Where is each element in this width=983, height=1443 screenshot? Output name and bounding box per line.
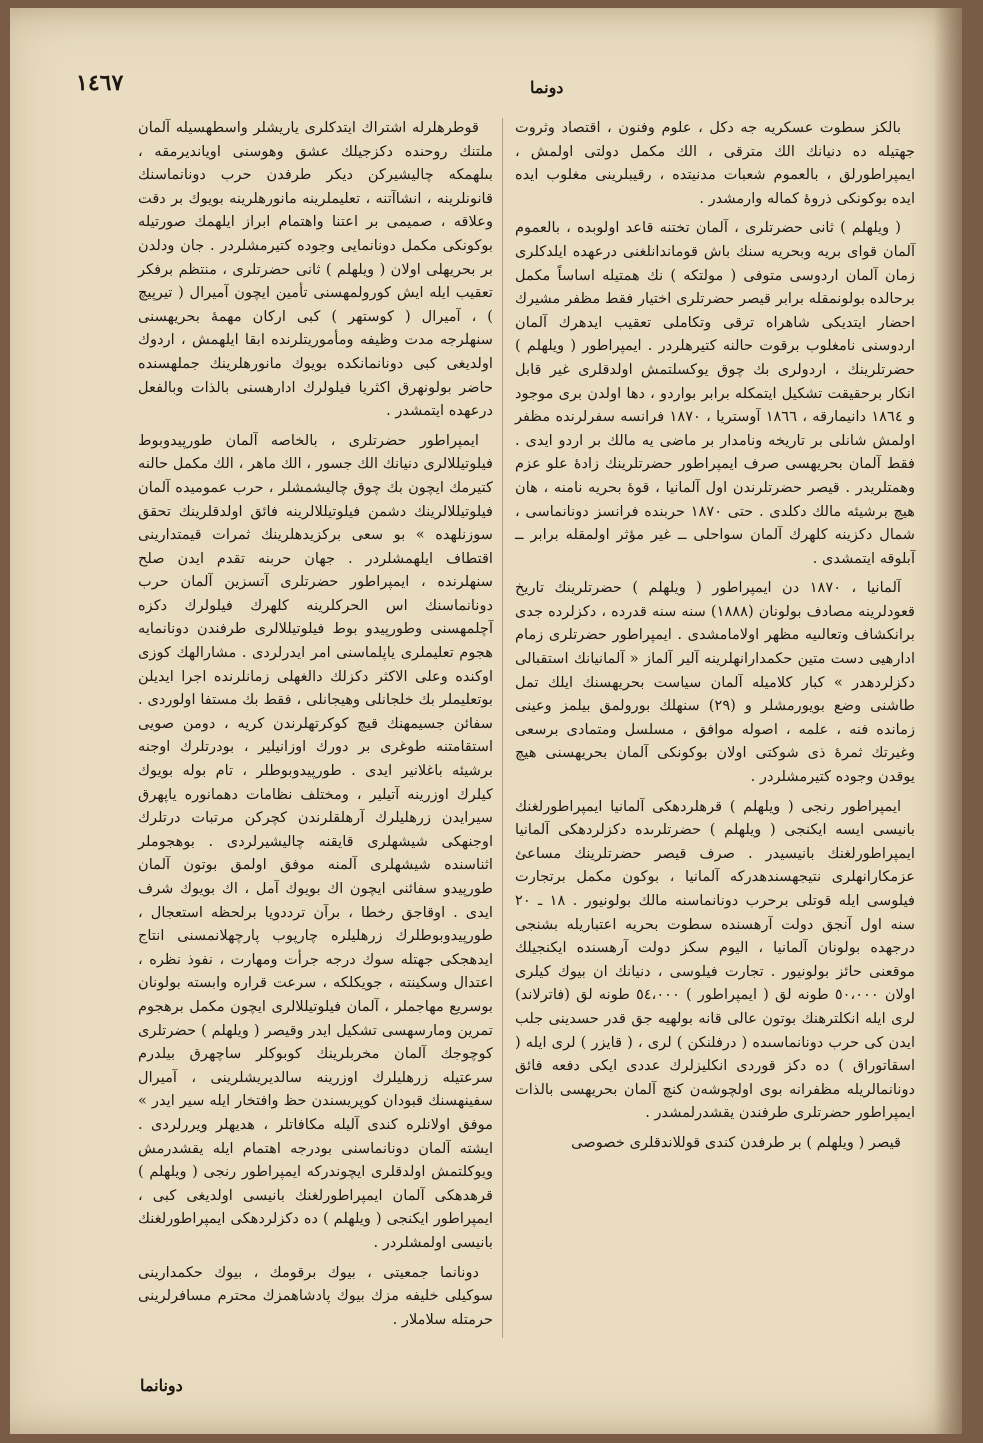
paragraph: بالكز سطوت عسكريه جه دكل ، علوم وفنون ، اقتصاد وثروت جهتيله ده دنيانك الك مترقى ، الك مكمل دولتى اولمش ، ايمپراطورلق ، بالعموم شعبات مدنيتده ، رقيبلرينى مغلوب ايده ايده بوكونكى ذروهٔ كماله وارمشدر . (515, 119, 915, 207)
page-spine-shadow (934, 8, 962, 1434)
signature: دونانما (140, 1376, 183, 1395)
paragraph: ( ويلهلم ) ثانى حضرتلرى ، آلمان تختنه قاعد اولوبده ، بالعموم آلمان قواى بريه وبحريه سنك باش قوماندانلغنى درعهده ايلدكلرى زمان آلمان اردوسى متوفى ( مولتكه ) نك همتيله اساساً مكمل برحالده بولونمقله برابر قيصر حضرتلرى اختيار فقط مظفر مشيرك احضار ايتديكى شاهراه ترقى وتكاملى تعقيب ايدهرك آلمان اردوسنى نامغلوب برقوت حالنه كتيرهلردر . ايمپراطور ( ويلهلم ) حضرتلرينك ، اردولرى بك چوق يوكسلتمش اولدقلرى غير قابل انكار برحقيقت تشكيل ايتمكله برابر بواردو ، دها اولدن برى موجود و ١٨٦٤ دانيمارقه ، ١٨٦٦ آوستريا ، ١٨٧٠ فرانسه سفرلرنده مظفر اولمش شانلى بر تاريخه ونامدار بر ماضى يه مالك بر اردو ايدى . فقط آلمان بحريهسى صرف ايمپراطور حضرتلرينك زادهٔ علو عزم وهمتلريدر . قيصر حضرتلرندن اول آلمانيا ، قوهٔ بحريه نامنه ، هان هيچ برشيئه مالك دكلدى . حتى ١٨٧٠ حربنده فرانسز دونانماسى ، شمال دكزينه كلهرك آلمان سواحلى ــ غير مؤثر اولمقله برابر ــ آبلوقه ايتمشدى . (515, 219, 915, 567)
left-column (138, 116, 493, 1337)
paragraph: ايمپراطور رنجى ( ويلهلم ) قرهلردهكى آلمانيا ايمپراطورلغنك بانيسى ايسه ايكنجى ( ويلهلم ) حضرتلرىده دكزلردهكى آلمانيا ايمپراطورلغنك بانيسيدر . صرف قيصر حضرتلرينك مساعئ عزمكارانهلرى نتيجهسندهدركه آلمانيا ، بوكون مكمل برتجارت فيلوسى ايله قوتلى برحرب دونانماسنه مالك بولونيور . ١٨ ـ ٢٠ سنه اول آنجق دولت آرهسنده سطوت بحريه اعتباريله بشنجى درجهده بولونان آلمانيا ، اليوم سكز دولت آرهسنده ايكنجيلك موقعنى حائز بولونيور . تجارت فيلوسى ، دنيانك ان بيوك كيلرى اولان ٥٠،٠٠٠ طونه لق ( ايمپراطور ) ٥٤،٠٠٠ طونه لق (فاترلاند) لرى ايله انكلترهنك بوتون عالى قانه بولهيه جق قدر حسدينى جلب ايدن كى حرب دونانماسىده ( درفلنكن ) لرى ، ( قايزر ) لرى ايله ( اسقاتوراق ) ده دكز قوردى انكليزلرك عددى ايكى دفعه فائق دونانمالريله مظفرانه بوى اولچوشەن كنچ آلمان بحريهسى بالذات ايمپراطور حضرتلرى طرفندن يقشدرلمشدر . (515, 797, 916, 1122)
right-column (515, 116, 915, 1161)
page-number: ١٤٦٧ (76, 70, 124, 96)
paragraph: دونانما جمعيتى ، بيوك برقومك ، بيوك حكمدارينى سوكيلى خليفه مزك بيوك پادشاهمزك محترم مسافرلرينى حرمتله سلاملار . (138, 1263, 493, 1328)
book-page (10, 8, 962, 1434)
paragraph: قيصر ( ويلهلم ) بر طرفدن كندى قوللاندقلرى خصوصى (571, 1133, 901, 1151)
column-divider (502, 118, 503, 1338)
paragraph: قوطرهلرله اشتراك ايتدكلرى ياريشلر واسطهسيله آلمان ملتنك روحنده دكزجيلك عشق وهوسنى اويانديرمقه ، بىلهمكه چاليشيركن ديكر طرفدن حرب دونانماسنك قانونلرينه ، انشاآتنه ، تعليملرينه مانورهلرينه بويوك بر دقت وعلاقه ، صميمى بر اعتنا واهتمام ابراز ايلهمك صورتيله بوكونكى مكمل دونانمايى وجوده كتيرمشلردر . جان ودلدن بر بحريهلى اولان ( ويلهلم ) ثانى حضرتلرى ، منتظم برفكر تعقيب ايله ايش كورولمهسنى تأمين ايچون آميرال ( تيرپيچ ) ، آميرال ( كوستهر ) كبى اركان مهمهٔ بحريهسنى سنهلرجه مدت وظيفه ومأموريتلرنده ابقا ايلهمش ، اردوك اولديغى كبى دونانمانكده بويوك مانورهلرينك جملهسنده حاضر بولونهرق اكثريا فيلولرك ادارهسنى بالذات وبالفعل درعهده ايتمشدر . (138, 119, 493, 420)
paragraph: آلمانيا ، ١٨٧٠ دن ايمپراطور ( ويلهلم ) حضرتلرينك تاريخ قعودلرينه مصادف بولونان (١٨٨٨) سنه سنه قدرده ، دكزلرده جدى برانكشاف وتعالىيه مظهر اولامامشدى . ايمپراطور حضرتلرى زمام ادارهيى دست متين حكمدارانهلرينه آلير آلماز « آلمانيانك استقبالى دكزلردهدر » كبار كلاميله آلمان سياست بحريهسنك ايلك تمل طاشنى وضع بويورمشلر و (٢٩) سنهلك بورولمق بيلمز وعينى زمانده فنه ، علمه ، اصوله موافق ، مسلسل ومتمادى برسعى وغيرتك ثمرهٔ ذى شوكتى اولان بوكونكى آلمان بحريهسنى هيچ يوقدن وجوده كتيرمشلردر . (515, 579, 915, 786)
paragraph: ايمپراطور حضرتلرى ، بالخاصه آلمان طورپيدوبوط فيلوتيللالرى دنيانك الك جسور ، الك ماهر ، الك مكمل حالنه كتيرمك ايچون بك چوق چاليشمشلر ، حرب عموميده آلمان فيلوتيللالرينك دشمن فيلوتيللالرينه فائق اولدقلرينك تحقق سوزنلهده » بو سعى بركزيدهلرينك ثمرات قيمتدارينى اقتطاف ايلهمشلردر . جهان حربنه تقدم ايدن صلح سنهلرنده ، ايمپراطور حضرتلرى آتسزين آلمان حرب دونانماسنك اس الحركلرينه كلهرك فيلولرك دكزه آچلمهسنى وطورپيدو بوط فيلوتيللالرى طرفندن دونانمايه هجوم تعليملرى ياپلماسنى امر ايدرلردى . مشارالهك كوزى اوكنده وعلى الاكثر دكزلك دالغهلى زمانلرنده اجرا ايديلن بوتعليملر بك خلجانلى وهيجانلى ، فقط بك مستفا اولوردى . سفائن جسيمهنك قيچ كوكرتهلرندن كريه ، دومن صويى استقامتنه طوغرى بر دورك اوزانيلير ، بودرتلرك اوجنه برشيئه باغلانير ايدى . طورپيدوبوطلر ، تام بوله بويوك كيلرك اوزرينه آتيلير ، ومختلف نظامات دهمانوره ياپهرق سيرايدن زرهليلرك آرهلقلرندن كچركن مرتبات درتلرك اوجنهكى شيشهلرى قايقنه چاليشيرلردى . بوهجوملر اثناسنده شيشهلرى آلمنه موفق اولمق بوتون آلمان طورپيدو سفائنى ايچون اك بويوك آمل ، اك بويوك شرف ايدى . اوقاجق رخطا ، برآن ترددويا برلحظه استعجال ، طورپيدوبوطلرك زرهليلره چارپوب پارچهلانمسنى انتاج ايدهجكى جهتله سوك درجه جرأت ومهارت ، نفوذ نظره ، اعتدال وسكينته ، جويكلكه ، سرعت قراره وابسته بولونان بوسريع مهاجملر ، آلمان فيلوتيللالرى ايچون مكمل برهجوم تمرين ومارسهسى تشكيل ايدر وقيصر ( ويلهلم ) حضرتلرى كوچوجك آلمان مخربلرينك كوبوكلر ساچهرق بيلدرم سرعتيله زرهليلرك اوزرينه سالديريشلرينى ، آميرال سفينهسنك قبودان كوپريسندن حظ وافتخار ايله سير ايدر » موفق اولانلره كندى آليله مكافاتلر ، هديهلر ويررلردى . ايشته آلمان دونانماسنى بودرجه اهتمام ايله يقشدرمش ويوكلتمش اولدقلرى ايچوندركه ايمپراطور رنجى ( ويلهلم ) قرهدهكى آلمان ايمپراطورلغنك بانيسى اولديغى كبى ، ايمپراطور ايكنجى ( ويلهلم ) ده دكزلردهكى ايمپراطورلغنك بانيسى اولمشلردر . (138, 431, 493, 1251)
running-head: دونما (530, 78, 564, 97)
